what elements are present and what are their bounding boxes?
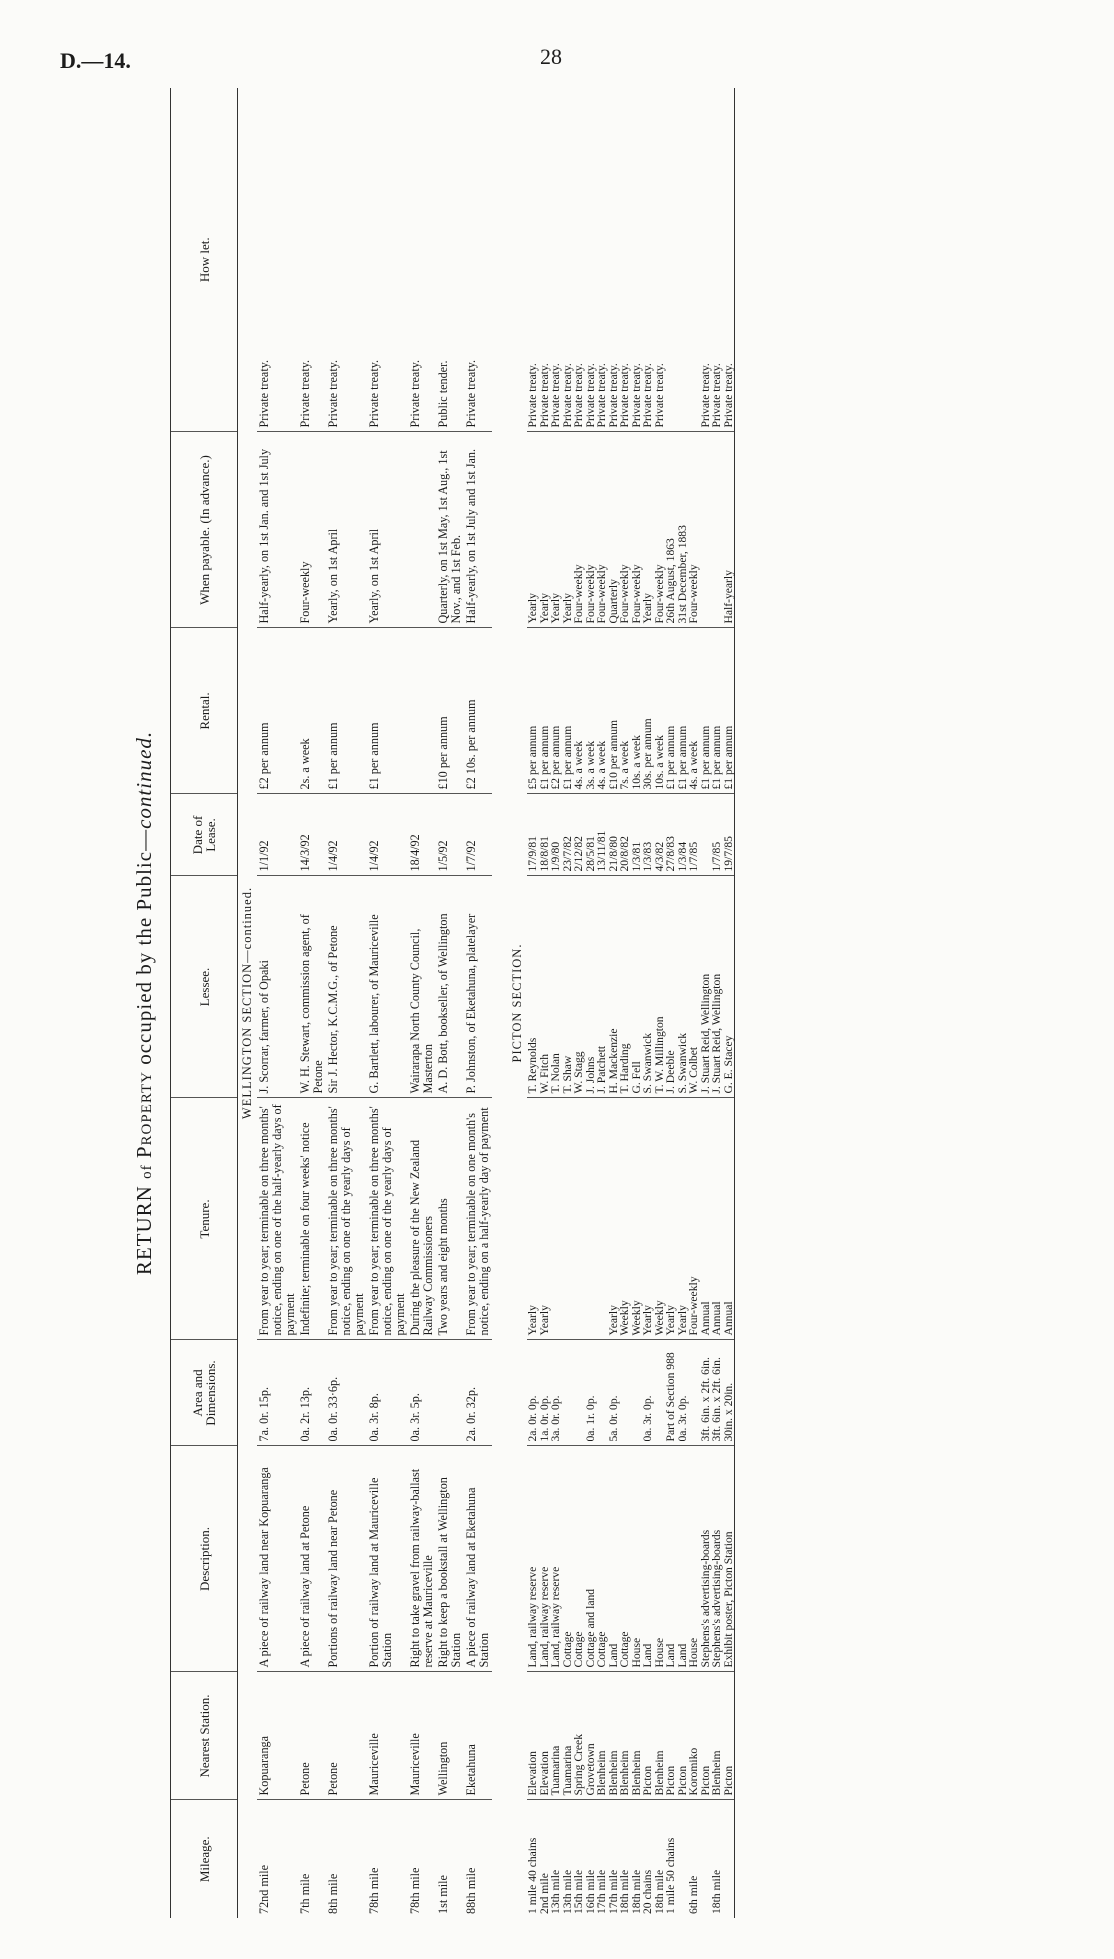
cell-mileage: 1st mile bbox=[436, 1875, 450, 1914]
cell-mileage: 13th mile bbox=[549, 1869, 562, 1914]
cell-mileage: 2nd mile bbox=[537, 1873, 551, 1914]
cell-date-of-lease: 17/9/81 bbox=[527, 794, 539, 876]
cell-mileage: 20 chains bbox=[641, 1869, 654, 1914]
cell-date-of-lease: 19/7/85 bbox=[723, 794, 735, 876]
cell-description: Cottage bbox=[596, 1446, 608, 1672]
table-row bbox=[665, 88, 677, 1918]
cell-rental: £1 per annum bbox=[539, 628, 551, 794]
cell-description: A piece of railway land at Eketahuna Station bbox=[464, 1446, 492, 1672]
table-row bbox=[596, 88, 608, 1918]
cell-area: 0a. 3r. 0p. bbox=[642, 1340, 654, 1446]
cell-area: 0a. 3r. 8p. bbox=[367, 1340, 408, 1446]
cell-date-of-lease: 2/12/82 bbox=[573, 794, 585, 876]
cell-lessee: T. W. Millington bbox=[654, 876, 666, 1098]
cell-rental: £10 per annum bbox=[608, 628, 620, 794]
cell-date-of-lease: 1/9/80 bbox=[550, 794, 562, 876]
cell-nearest-station: Petone bbox=[298, 1672, 326, 1800]
cell-date-of-lease: 1/5/92 bbox=[436, 794, 464, 876]
cell-nearest-station: Blenheim bbox=[711, 1672, 723, 1800]
cell-how-let bbox=[688, 88, 700, 432]
cell-nearest-station: Picton bbox=[642, 1672, 654, 1800]
cell-when-payable bbox=[700, 432, 712, 628]
cell-how-let: Private treaty. bbox=[298, 88, 326, 432]
column-header-area: Area and Dimensions. bbox=[171, 1340, 238, 1446]
cell-nearest-station: Tuamarina bbox=[562, 1672, 574, 1800]
cell-tenure bbox=[573, 1098, 585, 1340]
column-header-mileage: Mileage. bbox=[171, 1800, 238, 1918]
cell-mileage: 18th mile bbox=[629, 1869, 643, 1914]
cell-mileage: 17th mile bbox=[595, 1869, 608, 1914]
cell-nearest-station: Spring Creek bbox=[573, 1672, 585, 1800]
cell-how-let: Public tender. bbox=[436, 88, 464, 432]
cell-area: 7a. 0r. 15p. bbox=[257, 1340, 298, 1446]
cell-description: House bbox=[688, 1446, 700, 1672]
page-number: 28 bbox=[540, 44, 562, 69]
cell-tenure: Weekly bbox=[654, 1098, 666, 1340]
cell-mileage: 6th mile bbox=[687, 1875, 700, 1914]
cell-when-payable: Quarterly, on 1st May, 1st Aug., 1st Nov., and 1st Feb. bbox=[436, 432, 464, 628]
cell-when-payable: Quarterly bbox=[608, 432, 620, 628]
table-row bbox=[367, 88, 408, 1918]
cell-mileage: 17th mile bbox=[606, 1869, 620, 1914]
cell-rental: £1 per annum bbox=[562, 628, 574, 794]
cell-mileage: 7th mile bbox=[298, 1873, 312, 1914]
cell-lessee: W. Fitch bbox=[539, 876, 551, 1098]
cell-tenure: Yearly bbox=[642, 1098, 654, 1340]
cell-nearest-station: Blenheim bbox=[631, 1672, 643, 1800]
cell-mileage: 13th mile bbox=[560, 1869, 574, 1914]
table-row bbox=[642, 88, 654, 1918]
cell-lessee: G. E. Stacey bbox=[723, 876, 735, 1098]
cell-nearest-station: Grovetown bbox=[585, 1672, 597, 1800]
cell-mileage: 72nd mile bbox=[257, 1864, 271, 1914]
cell-area: 0a. 1r. 0p. bbox=[585, 1340, 597, 1446]
cell-when-payable: Four-weekly bbox=[596, 432, 608, 628]
section-gap bbox=[492, 88, 508, 1918]
cell-area: 0a. 2r. 13p. bbox=[298, 1340, 326, 1446]
cell-mileage: 1 mile 50 chains bbox=[664, 1837, 677, 1914]
cell-date-of-lease: 1/3/83 bbox=[642, 794, 654, 876]
cell-area: 5a. 0r. 0p. bbox=[608, 1340, 620, 1446]
cell-tenure: Weekly bbox=[631, 1098, 643, 1340]
section-title: PICTON SECTION. bbox=[510, 943, 524, 1063]
cell-when-payable: Half-yearly, on 1st July and 1st Jan. bbox=[464, 432, 492, 628]
cell-how-let: Private treaty. bbox=[408, 88, 436, 432]
column-header-when-payable: When payable. (In advance.) bbox=[171, 432, 238, 628]
cell-how-let: Private treaty. bbox=[573, 88, 585, 432]
cell-lessee: G. Fell bbox=[631, 876, 643, 1098]
table-row bbox=[527, 88, 539, 1918]
cell-description: Land, railway reserve bbox=[539, 1446, 551, 1672]
cell-tenure: From year to year; terminable on one month's notice, ending on a half-yearly day of payment bbox=[464, 1098, 492, 1340]
section-title: WELLINGTON SECTION—continued. bbox=[240, 886, 254, 1120]
cell-when-payable: Yearly, on 1st April bbox=[326, 432, 367, 628]
cell-lessee: T. Reynolds bbox=[527, 876, 539, 1098]
cell-date-of-lease: 13/11/81 bbox=[596, 794, 608, 876]
cell-area bbox=[688, 1340, 700, 1446]
cell-nearest-station: Koromiko bbox=[688, 1672, 700, 1800]
cell-how-let bbox=[677, 88, 689, 432]
cell-when-payable bbox=[711, 432, 723, 628]
cell-lessee: G. Bartlett, labourer, of Mauriceville bbox=[367, 876, 408, 1098]
cell-lessee: A. D. Bott, bookseller, of Wellington bbox=[436, 876, 464, 1098]
cell-area: 2a. 0r. 32p. bbox=[464, 1340, 492, 1446]
cell-description: Exhibit poster, Picton Station bbox=[723, 1446, 735, 1672]
cell-tenure: Two years and eight months bbox=[436, 1098, 464, 1340]
cell-when-payable: 26th August, 1863 bbox=[665, 432, 677, 628]
cell-when-payable: Four-weekly bbox=[619, 432, 631, 628]
cell-nearest-station: Blenheim bbox=[619, 1672, 631, 1800]
cell-mileage: 15th mile bbox=[572, 1869, 585, 1914]
cell-area: 0a. 3r. 0p. bbox=[677, 1340, 689, 1446]
cell-tenure bbox=[562, 1098, 574, 1340]
cell-tenure bbox=[585, 1098, 597, 1340]
cell-date-of-lease: 20/8/82 bbox=[619, 794, 631, 876]
cell-rental: £1 per annum bbox=[700, 628, 712, 794]
cell-lessee: J. Stuart Reid, Wellington bbox=[700, 876, 712, 1098]
table-row bbox=[550, 88, 562, 1918]
cell-lessee: J. Johns bbox=[585, 876, 597, 1098]
cell-when-payable: Four-weekly bbox=[631, 432, 643, 628]
cell-how-let: Private treaty. bbox=[539, 88, 551, 432]
table-row bbox=[298, 88, 326, 1918]
cell-nearest-station: Elevation bbox=[527, 1672, 539, 1800]
cell-tenure: Yearly bbox=[665, 1098, 677, 1340]
cell-rental: £1 per annum bbox=[711, 628, 723, 794]
cell-lessee: H. Mackenzie bbox=[608, 876, 620, 1098]
cell-rental: £2 per annum bbox=[257, 628, 298, 794]
cell-area bbox=[619, 1340, 631, 1446]
cell-area bbox=[596, 1340, 608, 1446]
cell-mileage: 18th mile bbox=[618, 1869, 631, 1914]
cell-description: Land bbox=[608, 1446, 620, 1672]
cell-date-of-lease: 1/3/81 bbox=[631, 794, 643, 876]
column-header-how-let: How let. bbox=[171, 88, 238, 432]
cell-lessee: J. Scorrar, farmer, of Opaki bbox=[257, 876, 298, 1098]
cell-area: 0a. 3r. 5p. bbox=[408, 1340, 436, 1446]
cell-tenure bbox=[596, 1098, 608, 1340]
cell-how-let: Private treaty. bbox=[550, 88, 562, 432]
cell-rental: 10s. a week bbox=[654, 628, 666, 794]
column-header-description: Description. bbox=[171, 1446, 238, 1672]
cell-lessee: S. Swanwick bbox=[677, 876, 689, 1098]
cell-nearest-station: Eketahuna bbox=[464, 1672, 492, 1800]
document-title: RETURN of PROPERTY occupied by the Public—continued. bbox=[132, 730, 156, 1276]
cell-rental: £1 per annum bbox=[367, 628, 408, 794]
cell-when-payable: Yearly bbox=[642, 432, 654, 628]
cell-nearest-station: Picton bbox=[723, 1672, 735, 1800]
cell-when-payable: Four-weekly bbox=[298, 432, 326, 628]
table-row bbox=[408, 88, 436, 1918]
cell-tenure: From year to year; terminable on three months' notice, ending on one of the yearly days of payment bbox=[367, 1098, 408, 1340]
cell-description: Land, railway reserve bbox=[527, 1446, 539, 1672]
table-row bbox=[619, 88, 631, 1918]
cell-how-let: Private treaty. bbox=[723, 88, 735, 432]
cell-when-payable: Yearly, on 1st April bbox=[367, 432, 408, 628]
cell-mileage: 16th mile bbox=[583, 1869, 597, 1914]
cell-description: Portions of railway land near Petone bbox=[326, 1446, 367, 1672]
section-title-row bbox=[238, 88, 258, 1918]
cell-date-of-lease: 28/5/81 bbox=[585, 794, 597, 876]
cell-lessee: Sir J. Hector, K.C.M.G., of Petone bbox=[326, 876, 367, 1098]
cell-mileage: 18th mile bbox=[710, 1869, 723, 1914]
cell-date-of-lease: 23/7/82 bbox=[562, 794, 574, 876]
cell-mileage bbox=[723, 1800, 735, 1918]
table-row bbox=[464, 88, 492, 1918]
cell-rental: £2 10s. per annum bbox=[464, 628, 492, 794]
cell-tenure bbox=[550, 1098, 562, 1340]
cell-when-payable bbox=[408, 432, 436, 628]
cell-nearest-station: Elevation bbox=[539, 1672, 551, 1800]
cell-how-let: Private treaty. bbox=[631, 88, 643, 432]
cell-how-let: Private treaty. bbox=[257, 88, 298, 432]
cell-how-let: Private treaty. bbox=[619, 88, 631, 432]
cell-tenure: Annual bbox=[723, 1098, 735, 1340]
cell-lessee: W. H. Stewart, commission agent, of Petone bbox=[298, 876, 326, 1098]
cell-nearest-station: Picton bbox=[700, 1672, 712, 1800]
cell-lessee: T. Nolan bbox=[550, 876, 562, 1098]
cell-date-of-lease: 1/1/92 bbox=[257, 794, 298, 876]
cell-nearest-station: Petone bbox=[326, 1672, 367, 1800]
cell-tenure: Weekly bbox=[619, 1098, 631, 1340]
cell-lessee: J. Patchett bbox=[596, 876, 608, 1098]
cell-how-let: Private treaty. bbox=[562, 88, 574, 432]
cell-area: 3a. 0r. 0p. bbox=[550, 1340, 562, 1446]
column-header-lessee: Lessee. bbox=[171, 876, 238, 1098]
table-body bbox=[238, 88, 735, 1918]
cell-date-of-lease: 1/7/85 bbox=[688, 794, 700, 876]
cell-tenure: Yearly bbox=[539, 1098, 551, 1340]
cell-when-payable: Four-weekly bbox=[654, 432, 666, 628]
cell-tenure: Yearly bbox=[527, 1098, 539, 1340]
cell-nearest-station: Picton bbox=[677, 1672, 689, 1800]
cell-how-let: Private treaty. bbox=[642, 88, 654, 432]
cell-date-of-lease: 1/7/85 bbox=[711, 794, 723, 876]
cell-description: Stephens's advertising-boards bbox=[711, 1446, 723, 1672]
cell-description: House bbox=[631, 1446, 643, 1672]
cell-tenure: Indefinite; terminable on four weeks' notice bbox=[298, 1098, 326, 1340]
cell-how-let: Private treaty. bbox=[527, 88, 539, 432]
table-row bbox=[257, 88, 298, 1918]
cell-nearest-station: Mauriceville bbox=[367, 1672, 408, 1800]
cell-how-let: Private treaty. bbox=[596, 88, 608, 432]
cell-description: Land bbox=[665, 1446, 677, 1672]
cell-rental: £2 per annum bbox=[550, 628, 562, 794]
cell-rental: 4s. a week bbox=[573, 628, 585, 794]
cell-when-payable: Four-weekly bbox=[585, 432, 597, 628]
cell-nearest-station: Picton bbox=[665, 1672, 677, 1800]
cell-lessee: T. Harding bbox=[619, 876, 631, 1098]
cell-nearest-station: Blenheim bbox=[596, 1672, 608, 1800]
cell-rental: 4s. a week bbox=[688, 628, 700, 794]
cell-rental: 10s. a week bbox=[631, 628, 643, 794]
cell-when-payable: Four-weekly bbox=[688, 432, 700, 628]
cell-date-of-lease: 1/4/92 bbox=[367, 794, 408, 876]
cell-tenure: During the pleasure of the New Zealand Railway Commissioners bbox=[408, 1098, 436, 1340]
cell-how-let: Private treaty. bbox=[464, 88, 492, 432]
table-row bbox=[573, 88, 585, 1918]
cell-date-of-lease: 1/7/92 bbox=[464, 794, 492, 876]
cell-when-payable: Yearly bbox=[539, 432, 551, 628]
rotated-page-area bbox=[118, 88, 1038, 1918]
cell-how-let: Private treaty. bbox=[608, 88, 620, 432]
cell-area bbox=[562, 1340, 574, 1446]
cell-when-payable: Four-weekly bbox=[573, 432, 585, 628]
cell-when-payable: Half-yearly, on 1st Jan. and 1st July bbox=[257, 432, 298, 628]
cell-tenure: From year to year; terminable on three months' notice, ending on one of the half-yearly days of payment bbox=[257, 1098, 298, 1340]
cell-lessee: J. Deeble bbox=[665, 876, 677, 1098]
cell-nearest-station: Wellington bbox=[436, 1672, 464, 1800]
cell-lessee: Wairarapa North County Council, Masterton bbox=[408, 876, 436, 1098]
cell-description: Cottage and land bbox=[585, 1446, 597, 1672]
cell-mileage: 1 mile 40 chains bbox=[526, 1837, 539, 1914]
cell-description: House bbox=[654, 1446, 666, 1672]
cell-how-let: Private treaty. bbox=[654, 88, 666, 432]
cell-rental: £1 per annum bbox=[677, 628, 689, 794]
cell-tenure: Yearly bbox=[677, 1098, 689, 1340]
cell-rental: £1 per annum bbox=[723, 628, 735, 794]
table-row bbox=[688, 88, 700, 1918]
cell-when-payable: Half-yearly bbox=[723, 432, 735, 628]
cell-mileage: 78th mile bbox=[408, 1867, 422, 1914]
cell-lessee: W. Stagg bbox=[573, 876, 585, 1098]
cell-tenure: Annual bbox=[700, 1098, 712, 1340]
cell-mileage: 78th mile bbox=[367, 1867, 381, 1914]
rotated-content bbox=[118, 88, 1038, 1918]
cell-when-payable: 31st December, 1883 bbox=[677, 432, 689, 628]
cell-description: Cottage bbox=[573, 1446, 585, 1672]
cell-how-let: Private treaty. bbox=[326, 88, 367, 432]
cell-rental: £1 per annum bbox=[665, 628, 677, 794]
column-header-tenure: Tenure. bbox=[171, 1098, 238, 1340]
cell-date-of-lease: 14/3/92 bbox=[298, 794, 326, 876]
cell-nearest-station: Tuamarina bbox=[550, 1672, 562, 1800]
page-code: D.—14. bbox=[60, 48, 131, 73]
cell-nearest-station: Mauriceville bbox=[408, 1672, 436, 1800]
cell-date-of-lease: 27/8/83 bbox=[665, 794, 677, 876]
cell-tenure: Four-weekly bbox=[688, 1098, 700, 1340]
cell-mileage: 18th mile bbox=[652, 1869, 666, 1914]
cell-lessee: P. Johnston, of Eketahuna, platelayer bbox=[464, 876, 492, 1098]
cell-rental: £10 per annum bbox=[436, 628, 464, 794]
cell-area: 3ft. 6in. x 2ft. 6in. bbox=[700, 1340, 712, 1446]
cell-rental: 30s. per annum bbox=[642, 628, 654, 794]
cell-date-of-lease: 1/3/84 bbox=[677, 794, 689, 876]
cell-mileage: 8th mile bbox=[326, 1873, 340, 1914]
property-return-table bbox=[170, 88, 735, 1918]
cell-description: Cottage bbox=[619, 1446, 631, 1672]
cell-how-let: Private treaty. bbox=[585, 88, 597, 432]
cell-how-let: Private treaty. bbox=[711, 88, 723, 432]
cell-rental bbox=[408, 628, 436, 794]
cell-when-payable: Yearly bbox=[527, 432, 539, 628]
cell-area: 30in. x 20in. bbox=[723, 1340, 735, 1446]
cell-description: Land bbox=[642, 1446, 654, 1672]
cell-area: 1a. 0r. 0p. bbox=[539, 1340, 551, 1446]
cell-tenure: Yearly bbox=[608, 1098, 620, 1340]
cell-area: 2a. 0r. 0p. bbox=[527, 1340, 539, 1446]
cell-date-of-lease: 21/8/80 bbox=[608, 794, 620, 876]
cell-nearest-station: Blenheim bbox=[654, 1672, 666, 1800]
cell-rental: 7s. a week bbox=[619, 628, 631, 794]
cell-lessee: T. Shaw bbox=[562, 876, 574, 1098]
cell-rental: 3s. a week bbox=[585, 628, 597, 794]
cell-when-payable: Yearly bbox=[562, 432, 574, 628]
cell-tenure: Annual bbox=[711, 1098, 723, 1340]
cell-date-of-lease: 4/3/82 bbox=[654, 794, 666, 876]
cell-description: Land bbox=[677, 1446, 689, 1672]
cell-description: A piece of railway land near Kopuaranga bbox=[257, 1446, 298, 1672]
cell-tenure: From year to year; terminable on three months' notice, ending on one of the yearly days of payment bbox=[326, 1098, 367, 1340]
cell-lessee: J. Stuart Reid, Wellington bbox=[711, 876, 723, 1098]
cell-how-let: Private treaty. bbox=[367, 88, 408, 432]
cell-area: Part of Section 988 bbox=[665, 1340, 677, 1446]
cell-nearest-station: Blenheim bbox=[608, 1672, 620, 1800]
cell-description: Right to take gravel from railway-ballast reserve at Mauriceville bbox=[408, 1446, 436, 1672]
table-row bbox=[723, 88, 735, 1918]
column-header-date-of-lease: Date of Lease. bbox=[171, 794, 238, 876]
cell-date-of-lease: 18/4/92 bbox=[408, 794, 436, 876]
cell-lessee: W. Colbet bbox=[688, 876, 700, 1098]
cell-area bbox=[436, 1340, 464, 1446]
cell-date-of-lease: 1/4/92 bbox=[326, 794, 367, 876]
cell-description: Right to keep a bookstall at Wellington Station bbox=[436, 1446, 464, 1672]
cell-area bbox=[573, 1340, 585, 1446]
cell-nearest-station: Kopuaranga bbox=[257, 1672, 298, 1800]
table-row bbox=[711, 88, 723, 1918]
cell-when-payable: Yearly bbox=[550, 432, 562, 628]
cell-area: 0a. 0r. 33·6p. bbox=[326, 1340, 367, 1446]
cell-how-let bbox=[665, 88, 677, 432]
column-header-nearest-station: Nearest Station. bbox=[171, 1672, 238, 1800]
cell-description: A piece of railway land at Petone bbox=[298, 1446, 326, 1672]
cell-description: Land, railway reserve bbox=[550, 1446, 562, 1672]
cell-how-let: Private treaty. bbox=[700, 88, 712, 432]
table-row bbox=[436, 88, 464, 1918]
cell-description: Portion of railway land at Mauriceville Station bbox=[367, 1446, 408, 1672]
cell-rental: £1 per annum bbox=[326, 628, 367, 794]
cell-mileage: 88th mile bbox=[464, 1867, 478, 1914]
cell-rental: 2s. a week bbox=[298, 628, 326, 794]
cell-area: 3ft. 6in. x 2ft. 6in. bbox=[711, 1340, 723, 1446]
cell-date-of-lease: 18/8/81 bbox=[539, 794, 551, 876]
cell-lessee: S. Swanwick bbox=[642, 876, 654, 1098]
cell-rental: £5 per annum bbox=[527, 628, 539, 794]
cell-description: Stephens's advertising-boards bbox=[700, 1446, 712, 1672]
section-title-row bbox=[508, 88, 527, 1918]
column-header-rental: Rental. bbox=[171, 628, 238, 794]
table-row bbox=[326, 88, 367, 1918]
cell-description: Cottage bbox=[562, 1446, 574, 1672]
table-header-row bbox=[171, 88, 238, 1918]
cell-rental: 4s. a week bbox=[596, 628, 608, 794]
